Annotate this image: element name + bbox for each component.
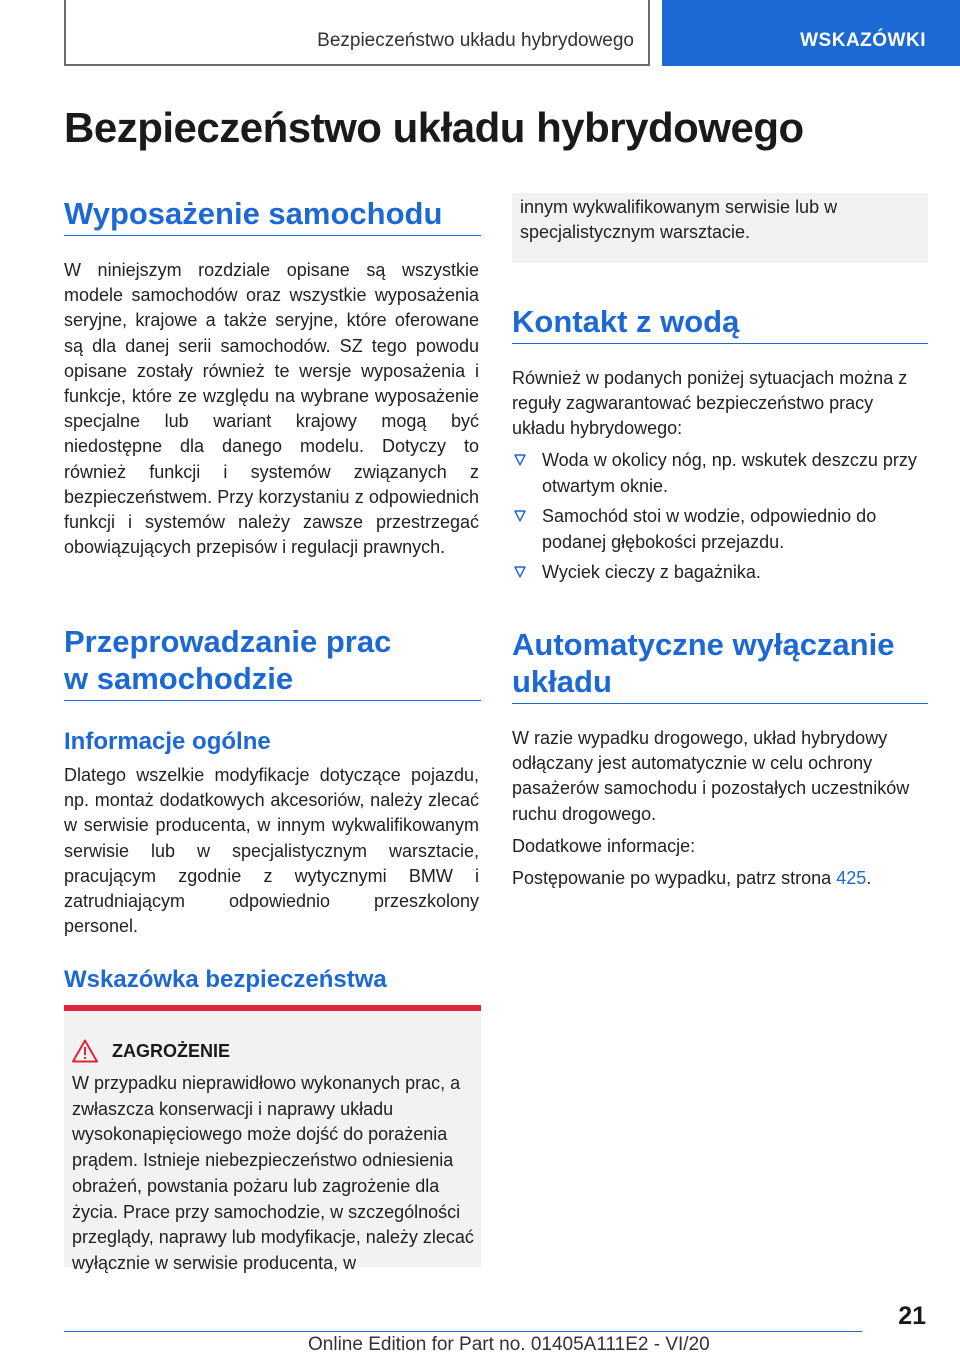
header-tab[interactable] [662,0,960,66]
rule-shutdown [512,703,928,704]
page-title: Bezpieczeństwo układu hybrydowego [64,104,804,151]
text-water-intro: Również w podanych poniżej sytuacjach można z reguły zagwarantować bezpieczeństwo pracy układu hybrydowego: [512,368,908,439]
heading-work [64,623,391,697]
bullet-triangle-icon [514,454,526,466]
header-tab-label: WSKAZÓWKI [800,30,926,51]
rule-work [64,700,481,701]
list-item-text: Samochód stoi w wodzie, odpowiednio do podanej głębokości przejazdu. [542,506,877,552]
rule-water [512,343,928,344]
text-shutdown: W razie wypadku drogowego, układ hybrydowy odłączany jest automatycznie w celu ochrony pasażerów samochodu i pozostałych uczestników ruchu drogowego. [512,728,910,824]
heading-safety: Wskazówka bezpieczeństwa [64,966,387,993]
warning-box [64,1005,481,1273]
warning-text: W przypadku nieprawidłowo wykonanych prac, a zwłaszcza konserwacji i naprawy układu wysokonapięciowego może dojść do porażenia prądem. Istnieje niebezpieczeństwo odniesienia obrażeń, powstania pożaru lub zagrożenie dla życia. Prace przy samochodzie, w szczególności przeglądy, naprawy lub modyfikacje, należy zlecać wyłącznie w serwisie producenta, w [72,1073,474,1273]
warning-continued-box [512,193,928,263]
heading-equipment: Wyposażenie samochodu [64,196,443,231]
heading-general: Informacje ogólne [64,728,271,755]
water-bullet-list [512,448,928,591]
list-item-text: Woda w okolicy nóg, np. wskutek deszczu przy otwartym oknie. [542,450,917,496]
header-section-title: Bezpieczeństwo układu hybrydowego [317,30,634,51]
list-item [512,560,928,586]
heading-water: Kontakt z wodą [512,304,740,339]
bullet-triangle-icon [514,510,526,522]
heading-shutdown-line1: Automatyczne wyłączanie [512,627,895,662]
warning-triangle-icon [72,1039,98,1063]
header-section-box [64,0,650,66]
reference-text: Postępowanie po wypadku, patrz strona [512,868,837,888]
text-more-info: Dodatkowe informacje: [512,836,696,856]
rule-equipment [64,235,481,236]
list-item [512,504,928,555]
reference-end: . [866,868,872,888]
list-item-text: Wyciek cieczy z bagażnika. [542,562,761,582]
warning-continued-text: innym wykwalifikowanym serwisie lub w specjalistycznym warsztacie. [520,197,838,243]
text-reference [512,866,928,891]
page-number: 21 [898,1302,926,1330]
list-item [512,448,928,499]
heading-work-line2: w samochodzie [64,661,294,696]
heading-shutdown [512,626,894,700]
text-general: Dlatego wszelkie modyfikacje dotyczące pojazdu, np. montaż dodatkowych akcesoriów, należy zlecać w serwisie producenta, w innym wykwalifikowanym serwisie lub w specjalistycznym warsztacie, pracującym zgodnie z wytycznymi BMW i zatrudniającym odpowiednio przeszkolony personel. [64,765,479,937]
bullet-triangle-icon [514,566,526,578]
heading-work-line1: Przeprowadzanie prac [64,624,392,659]
page-reference-link[interactable]: 425 [836,868,867,888]
text-equipment: W niniejszym rozdziale opisane są wszystkie modele samochodów oraz wszystkie wyposażenia seryjne, krajowe a także seryjne, które oferowane są dla danej serii samochodów. SZ tego powodu opisane zostały również te wersje wyposażenia i funkcje, które ze względu na wybrane wyposażenie specjalne lub wariant krajowy mogą być niedostępne dla danego modelu. Dotyczy to również funkcji i systemów związanych z bezpieczeństwem. Przy korzystaniu z odpowiednich funkcji i systemów należy zawsze przestrzegać obowiązujących przepisów i regulacji prawnych. [64,260,479,558]
warning-label: ZAGROŻENIE [112,1041,231,1061]
heading-shutdown-line2: układu [512,664,612,699]
page-header [64,0,960,66]
footer-rule [64,1331,862,1332]
footer-edition: Online Edition for Part no. 01405A111E2 - VI/20 [308,1334,710,1355]
